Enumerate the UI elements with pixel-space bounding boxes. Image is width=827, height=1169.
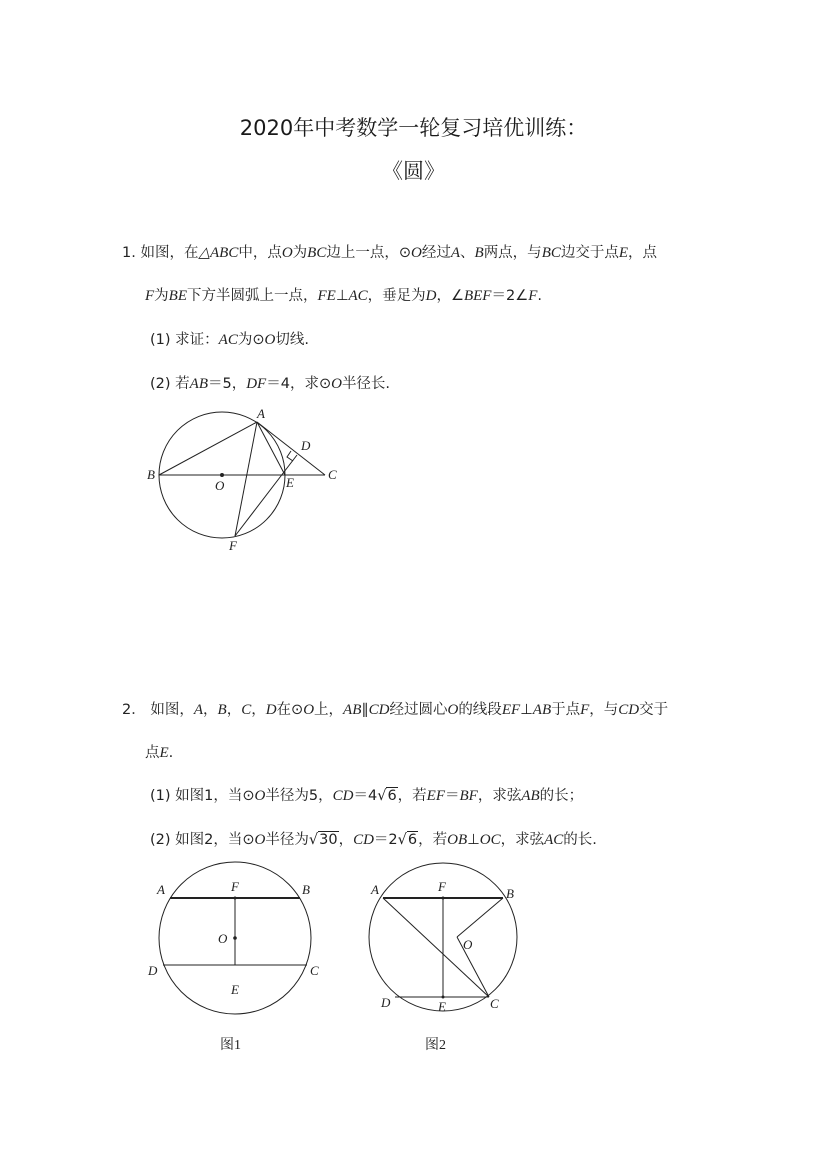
q1-part1: (1) 求证：AC为⊙O切线.	[150, 332, 309, 348]
fig2-point-f	[442, 897, 445, 900]
fig2-label-e: E	[438, 999, 446, 1014]
q1-label-e: E	[286, 475, 294, 490]
q2-part2: (2) 如图2，当⊙O半径为√30，CD＝2√6，若OB⊥OC，求弦AC的长.	[150, 832, 597, 848]
q1-label-d: D	[301, 438, 311, 453]
fig2-label-d: D	[381, 995, 391, 1010]
fig2-label-o: O	[463, 937, 473, 952]
fig2-label-b: B	[506, 886, 514, 901]
fig2-chord-ac	[383, 898, 489, 997]
fig2-label-c: C	[490, 996, 499, 1011]
fig1-caption: 图1	[220, 1038, 241, 1053]
fig1-label-c: C	[310, 963, 319, 978]
fig1-label-d: D	[148, 963, 158, 978]
fig1-label-a: A	[157, 882, 165, 897]
q2-text: 如图，A，B，C，D在⊙O上，AB∥CD经过圆心O的线段EF⊥AB于点F，与CD交于	[150, 702, 669, 718]
doc-title: 2020年中考数学一轮复习培优训练：	[239, 116, 588, 140]
fig1-label-e: E	[231, 982, 239, 997]
q1-line2: F为BE下方半圆弧上一点，FE⊥AC，垂足为D，∠BEF＝2∠F.	[145, 288, 542, 304]
q1-label-o: O	[215, 478, 225, 493]
q2-line2: 点E.	[145, 745, 174, 761]
fig1-label-f: F	[231, 879, 239, 894]
fig1-label-b: B	[302, 882, 310, 897]
q2-part1: (1) 如图1，当⊙O半径为5，CD＝4√6，若EF＝BF，求弦AB的长；	[150, 788, 584, 804]
fig2-label-a: A	[371, 882, 379, 897]
q1-label-c: C	[328, 467, 337, 482]
q1-label-f: F	[229, 538, 237, 553]
q1-text: 如图，在△ABC中，点O为BC边上一点，⊙O经过A、B两点，与BC边交于点E，点	[140, 245, 658, 261]
q1-part2: (2) 若AB＝5，DF＝4，求⊙O半径长.	[150, 376, 391, 392]
fig2-label-f: F	[438, 879, 446, 894]
q1-label-a: A	[257, 406, 265, 421]
doc-subtitle: 《圆》	[382, 159, 445, 183]
fig1-label-o: O	[218, 931, 228, 946]
fig2-radius-oc	[457, 937, 489, 997]
fig2-radius-ob	[457, 898, 503, 937]
q1-label-b: B	[147, 467, 155, 482]
q1-number: 1.	[122, 245, 136, 261]
fig2-caption: 图2	[425, 1038, 446, 1053]
q2-number: 2．	[122, 702, 146, 718]
